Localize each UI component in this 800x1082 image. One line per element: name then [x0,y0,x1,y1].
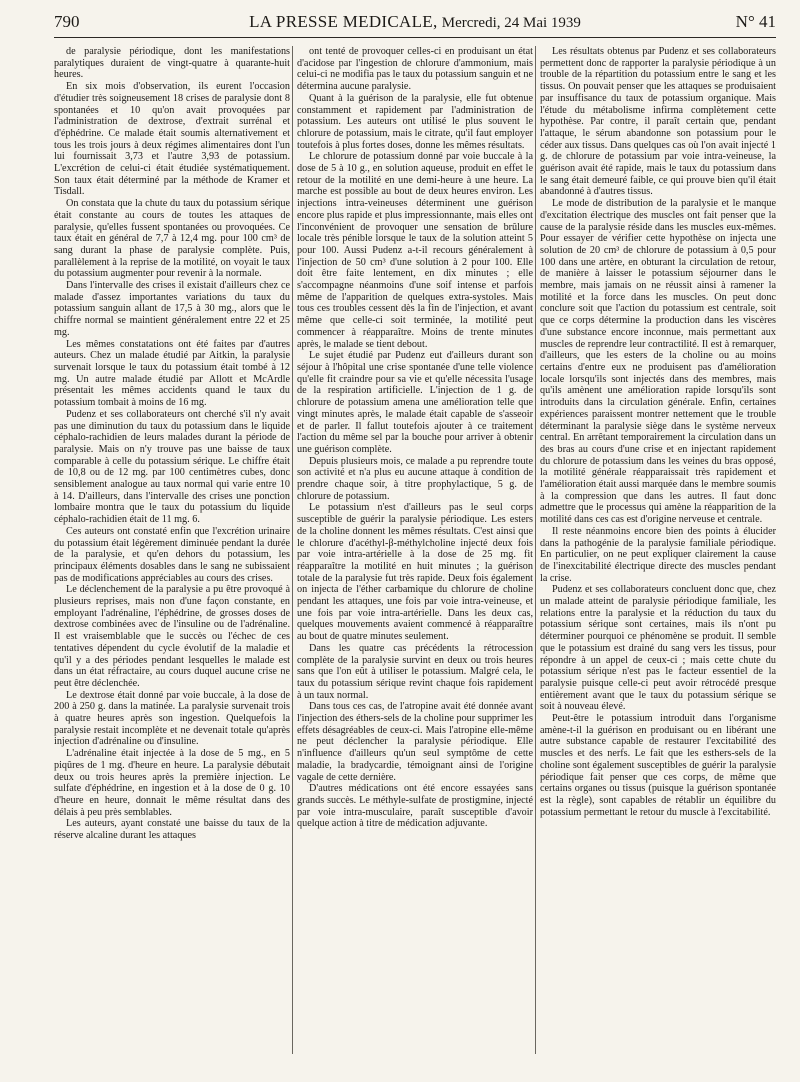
paragraph: Il reste néanmoins encore bien des points à élucider dans la pathogénie de la paralysie familiale périodique. En particulier, on ne peut expliquer clairement la cause de l'inexcitabilité électrique directe des muscles pendant la crise. [540,525,776,584]
paragraph: Dans l'intervalle des crises il existait d'ailleurs chez ce malade d'assez importantes variations du taux du potassium sanguin allant de 17,5 à 30 mg., alors que le chiffre normal se maintient généralement entre 22 et 25 mg. [54,280,290,338]
paragraph: Le potassium n'est d'ailleurs pas le seul corps susceptible de guérir la paralysie périodique. Les esters de la choline donnent les mêmes résultats. C'est ainsi que le chlorure d'acéthyl-β-méthylcholine injecté deux fois par voie intra-artérielle à la dose de 25 mg. fit réapparaître la motilité en huit minutes ; la guérison totale de la paralysie fut très rapide. Deux fois également on injecta de l'éther carbamique du chlorure de choline pendant les attaques, une fois par voie intra-veineuse, et une fois par voie intra-artérielle. Dans les deux cas, quelques mouvements avaient commencé à réapparaître au bout de quatre minutes seulement. [297,502,533,643]
paragraph: Quant à la guérison de la paralysie, elle fut obtenue constamment et rapidement par l'administration de potassium. Les auteurs ont utilisé le plus souvent le chlorure de potassium, mais le citrate, qu'il faut employer toutefois à plus fortes doses, donne les mêmes résultats. [297,92,533,151]
paragraph: Pudenz et ses collaborateurs ont cherché s'il n'y avait pas une diminution du taux du potassium dans le liquide céphalo-rachidien de leurs malades durant la période de paralysie. Mais on n'y trouve pas une baisse de taux comparable à celle du potassium sérique. Le chiffre était de 10,8 ou de 12 mg. par 100 centimètres cubes, donc sensiblement analogue au taux normal qui varie entre 10 à 14. D'ailleurs, dans l'intervalle des crises une ponction lombaire montra que le taux du potassium du liquide céphalo-rachidien était de 11 mg. 6. [54,408,290,526]
issue-date: Mercredi, 24 Mai 1939 [441,15,581,31]
header-rule [54,37,776,38]
paragraph: Le dextrose était donné par voie buccale, à la dose de 200 à 250 g. dans la matinée. La paralysie survenait trois à quatre heures après son ingestion. Quelquefois la paralysie restait incomplète et ne devenait totale qu'après injection d'adrénaline ou d'insuline. [54,689,290,748]
paragraph: Ces auteurs ont constaté enfin que l'excrétion urinaire du potassium était légèrement diminuée pendant la durée de la paralysie, et qu'en dehors du potassium, les principaux éléments dosables dans le sang ne subissaient pas de modifications appréciables au cours des crises. [54,525,290,584]
paragraph: L'adrénaline était injectée à la dose de 5 mg., en 5 piqûres de 1 mg. d'heure en heure. La paralysie débutait deux ou trois heures après la première injection. Le sulfate d'éphédrine, en ingestion et à la dose de 0 g. 10 d'heure en heure, donnait le même résultat dans des délais à peu près semblables. [54,748,290,818]
running-title [54,12,776,32]
text-column-1 [54,46,290,1060]
paragraph: ont tenté de provoquer celles-ci en produisant un état d'acidose par l'ingestion de chlorure d'ammonium, mais celui-ci ne modifia pas le taux du potassium sanguin et ne détermina aucune paralysie. [297,46,533,93]
paragraph: D'autres médications ont été encore essayées sans grands succès. Le méthyle-sulfate de prostigmine, injecté par voie intra-musculaire, paraît susceptible d'avoir quelque action à titre de médication adjuvante. [297,783,533,830]
journal-name: LA PRESSE MEDICALE, [249,12,438,31]
paragraph: Les résultats obtenus par Pudenz et ses collaborateurs permettent donc de rapporter la paralysie périodique à un trouble de la répartition du potassium entre le sang et les tissus. On pouvait penser que les attaques se produisaient par insuffisance du taux de potassium organique. Mais l'étude du métabolisme infirma complètement cette hypothèse. Par contre, il paraît certain que, pendant l'attaque, le sérum abandonne son potassium pour le céder aux tissus. Dans quelques cas où l'on avait injecté 1 g. de chlorure de potassium par voie intra-veineuse, la guérison avait été rapide, mais le taux du potassium dans le sang était demeuré faible, ce qui prouve bien qu'il était abandonné à d'autres tissus. [540,46,776,198]
paragraph: En six mois d'observation, ils eurent l'occasion d'étudier très soigneusement 18 crises de paralysie dont 8 spontanées et 10 qu'on avait provoquées par l'administration de dextrose, d'extrait surrénal et d'éphédrine. Ce malade était soumis alternativement et tous les trois jours à deux régimes alimentaires dont l'un lui fournissait 3,73 et l'autre 3,93 de potassium. L'excrétion de celui-ci était étudiée systématiquement. Son taux était déterminé par la méthode de Kramer et Tisdall. [54,81,290,198]
paragraph: Dans tous ces cas, de l'atropine avait été donnée avant l'injection des éthers-sels de la choline pour supprimer les effets désagréables de ceux-ci. Mais l'atropine elle-même ne peut déclencher la paralysie périodique. Elle n'influence d'ailleurs qu'un seul symptôme de cette maladie, la bradycardie, témoignant ainsi de l'origine vagale de cette dernière. [297,701,533,783]
column-separator [535,46,536,1054]
column-separator [292,46,293,1054]
paragraph: Peut-être le potassium introduit dans l'organisme amène-t-il la guérison en produisant ou en libérant une autre substance capable de restaurer l'excitabilité des muscles et des nerfs. Le fait que les esthers-sels de la choline sont également susceptibles de guérir la paralysie périodique fait penser que ces corps, de même que certains organes ou tissus (puisque la guérison spontanée est la règle), sont capables de rétablir un équilibre du potassium permettant le retour du muscle à l'excitabilité. [540,713,776,818]
paragraph: de paralysie périodique, dont les manifestations paralytiques duraient de vingt-quatre à quarante-huit heures. [54,46,290,81]
paragraph: Le sujet étudié par Pudenz eut d'ailleurs durant son séjour à l'hôpital une crise spontanée d'une telle violence qu'elle fit craindre pour sa vie et qu'elle nécessita l'usage de la respiration artificielle. L'injection de 1 g. de chlorure de potassium amena une amélioration telle que vingt minutes après, le malade était capable de s'asseoir et de parler. Il fallut toutefois ajouter à ce traitement l'action du même sel par la bouche pour arriver à obtenir une guérison complète. [297,350,533,455]
paragraph: Dans les quatre cas précédents la rétrocession complète de la paralysie survint en deux ou trois heures sans que l'on eût à utiliser le potassium. Malgré cela, le taux du potassium sérique revint chaque fois rapidement à un taux normal. [297,642,533,701]
paragraph: Le mode de distribution de la paralysie et le manque d'excitation électrique des muscles ont fait penser que la cause de la paralysie réside dans les muscles eux-mêmes. Pour essayer de vérifier cette hypothèse on injecta une solution de 20 cm³ de chlorure de potassium à 0,5 pour 100 dans une artère, en obturant la circulation de retour, de manière à laisser le potassium séjourner dans le membre, mais jamais on ne réussit ainsi à ramener la motilité et la force dans les muscles. On peut donc conclure soit que l'action du potassium est centrale, soit que ce corps détermine la production dans les viscères d'une substance encore inconnue, mais permettant aux muscles de reprendre leur contractilité. Il est à remarquer, d'ailleurs, que les esters de la choline ou au moins certains d'entre eux ne produisent pas d'amélioration locale lorsqu'ils sont injectés dans des membres, mais qu'ils amènent une amélioration rapide lorsqu'ils sont introduits dans la circulation générale. Enfin, certaines expériences paraissent montrer nettement que le trouble déterminant la paralysie siège dans le système nerveux central. En arrêtant temporairement la circulation dans un des bras au cours d'une crise et en injectant rapidement du chlorure de potassium dans les veines du bras opposé, la motilité générale réapparaissait très rapidement et l'amélioration était aussi marquée dans le membre soumis à la compression que dans les autres. Il faut donc admettre que le processus qui amène la réapparition de la motilité dans ces cas est d'origine nerveuse et centrale. [540,198,776,526]
text-column-2 [297,46,533,1060]
paragraph: Depuis plusieurs mois, ce malade a pu reprendre toute son activité et n'a plus eu aucune attaque à condition de prendre chaque soir, à titre prophylactique, 5 g. de chlorure de potassium. [297,455,533,502]
paragraph: Le chlorure de potassium donné par voie buccale à la dose de 5 à 10 g., en solution aqueuse, produit en effet le retour de la motilité en une demi-heure à une heure. La marche est possible au bout de deux heures environ. Les injections intra-veineuses déterminent une guérison encore plus rapide et plus impressionnante, mais elles ont l'inconvénient de provoquer une sensation de brûlure locale très pénible lorsque le taux de la solution atteint 5 pour 100. Aussi Pudenz a-t-il recours généralement à l'injection de 50 cm³ d'une solution à 2 pour 100. Elle doit être faite lentement, en dix minutes ; elle s'accompagne néanmoins d'une soif intense et parfois même de l'apparition de quelques extra-systoles. Mais tous ces troubles cessent dès la fin de l'injection, et avant même que celle-ci soit terminée, la motilité peut commencer à réapparaître. Moins de trente minutes après, le malade se tient debout. [297,151,533,350]
paragraph: Pudenz et ses collaborateurs concluent donc que, chez un malade atteint de paralysie périodique familiale, les relations entre la paralysie et la réduction du taux du potassium sérique sont certaines, mais ils n'ont pu déterminer pourquoi ce phénomène se produit. Il semble que le potassium est drainé du sang vers les tissus, pour répondre à un appel de ceux-ci ; mais cette chute du potassium sérique n'est pas le facteur essentiel de la paralysie puisque celle-ci peut avoir rétrocédé presque entièrement avant que le taux du potassium sérique se soit à nouveau élevé. [540,584,776,713]
page-number: 790 [54,12,80,31]
page-header [54,6,776,36]
paragraph: Les auteurs, ayant constaté une baisse du taux de la réserve alcaline durant les attaques [54,818,290,842]
text-column-3 [540,46,776,1060]
issue-number: N° 41 [735,12,776,31]
paragraph: On constata que la chute du taux du potassium sérique était constante au cours de toutes les attaques de paralysie, qu'elles fussent spontanées ou provoquées. Ce taux était en général de 7,7 à 12,4 mg. pour 100 cm³ de sang durant la phase de paralysie complète. Puis, parallèlement à la reprise de la motilité, on voyait le taux du potassium augmenter pour revenir à la normale. [54,198,290,280]
paragraph: Le déclenchement de la paralysie a pu être provoqué à plusieurs reprises, mais non d'une façon constante, en employant l'adrénaline, l'éphédrine, de grosses doses de dextrose combinées avec de l'insuline ou de l'adrénaline. Il est vraisemblable que le succès ou l'échec de ces tentatives dépendent du cycle évolutif de la maladie et qu'il y a des périodes pendant lesquelles le malade est dans un état réfractaire, au cours duquel aucune crise ne peut être déclenchée. [54,584,290,689]
paragraph: Les mêmes constatations ont été faites par d'autres auteurs. Chez un malade étudié par Aitkin, la paralysie survenait lorsque le taux du potassium était tombé à 12 mg. Un autre malade étudié par Allott et McArdle présentait les mêmes accidents quand le taux du potassium tombait à moins de 16 mg. [54,338,290,409]
